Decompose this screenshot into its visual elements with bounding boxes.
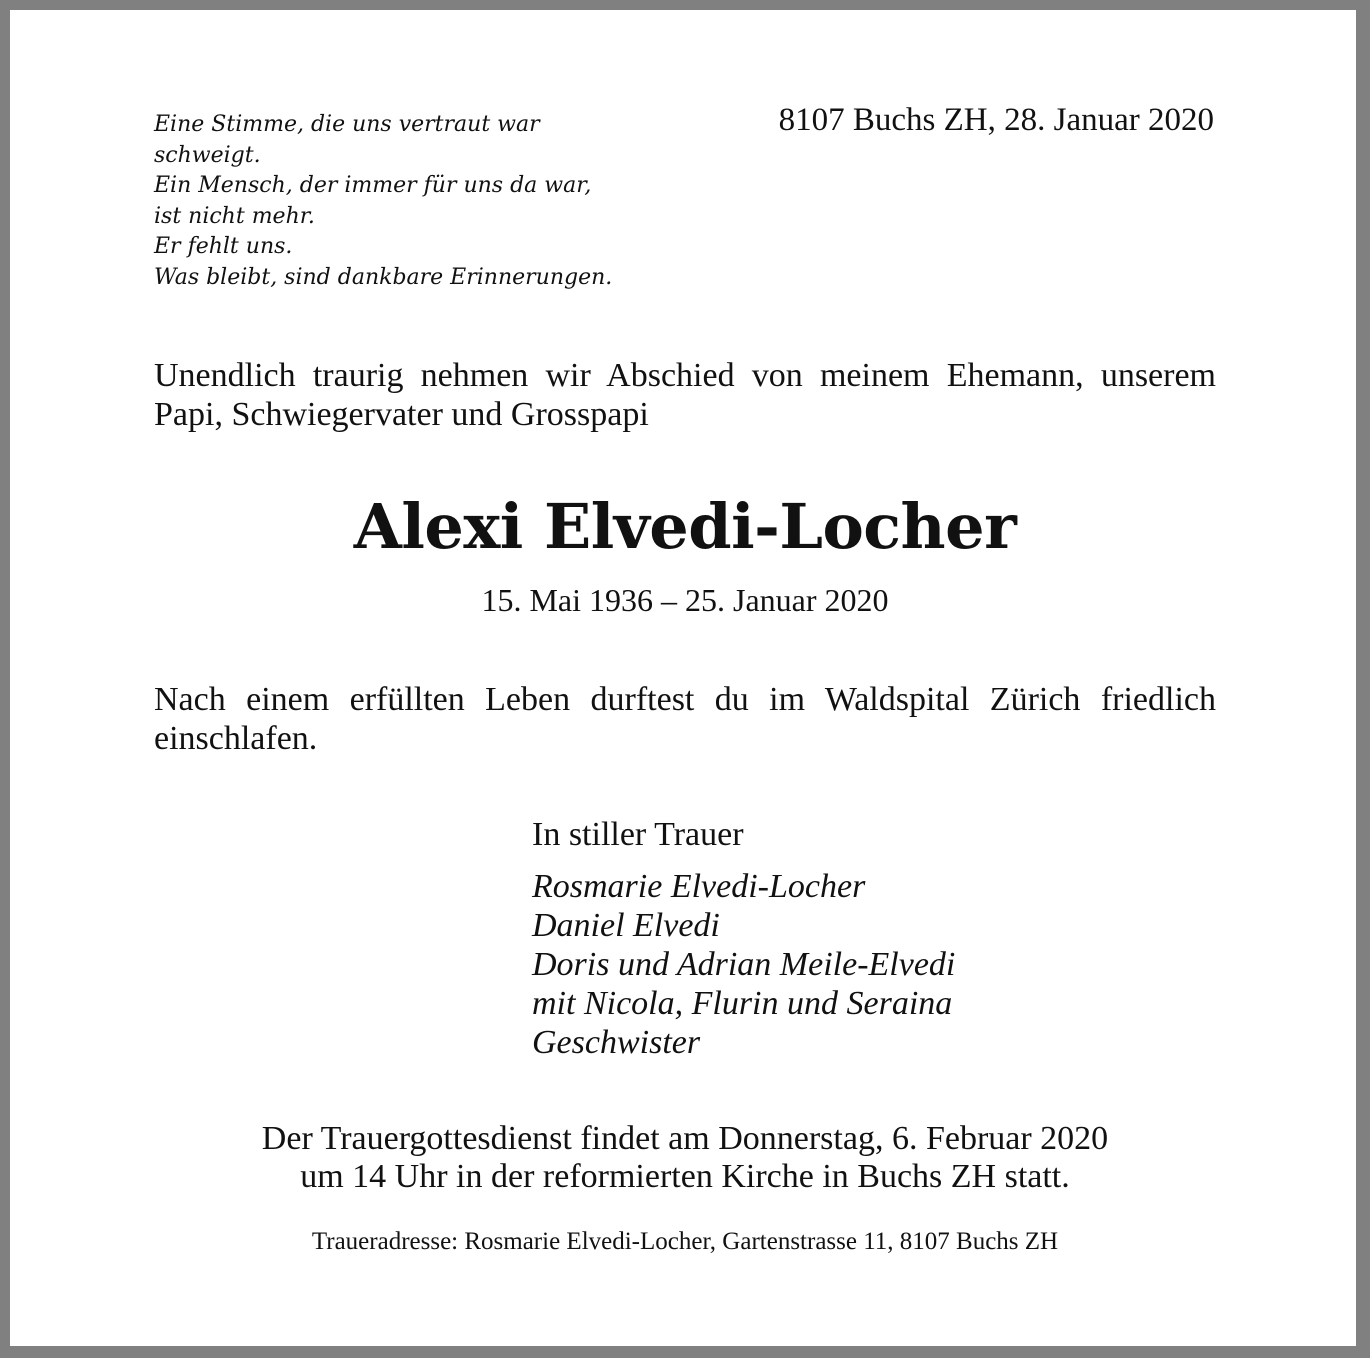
mourner-name: Geschwister <box>532 1024 701 1061</box>
mourner-name: mit Nicola, Flurin und Seraina <box>532 985 953 1022</box>
service-announcement <box>10 1120 1360 1196</box>
service-line: Der Trauergottesdienst findet am Donnerstag, 6. Februar 2020 <box>261 1120 1109 1157</box>
poem-line: Ein Mensch, der immer für uns da war, <box>154 173 592 198</box>
place-date: 8107 Buchs ZH, 28. Januar 2020 <box>778 102 1214 138</box>
life-dates: 15. Mai 1936 – 25. Januar 2020 <box>481 582 889 618</box>
poem-line: Was bleibt, sind dankbare Erinnerungen. <box>154 264 613 290</box>
intro-text: Unendlich traurig nehmen wir Abschied von meinem Ehemann, unserem Papi, Schwiegervater und Grosspapi <box>154 357 1216 433</box>
mourners-list <box>532 867 955 1062</box>
poem-line: schweigt. <box>154 142 261 168</box>
mourner-name: Doris und Adrian Meile-Elvedi <box>532 946 956 983</box>
service-line: um 14 Uhr in der reformierten Kirche in Buchs ZH statt. <box>300 1158 1070 1195</box>
poem-line: Er fehlt uns. <box>154 234 293 259</box>
poem-line: ist nicht mehr. <box>154 203 315 229</box>
deceased-name: Alexi Elvedi-Locher <box>353 490 1017 563</box>
obituary-page <box>10 10 1356 1346</box>
mourning-address: Traueradresse: Rosmarie Elvedi-Locher, Gartenstrasse 11, 8107 Buchs ZH <box>311 1228 1059 1255</box>
poem <box>154 110 694 293</box>
mourner-name: Rosmarie Elvedi-Locher <box>532 868 866 905</box>
poem-line: Eine Stimme, die uns vertraut war <box>154 112 540 137</box>
mourning-heading: In stiller Trauer <box>532 816 744 853</box>
passing-text: Nach einem erfüllten Leben durftest du im Waldspital Zürich friedlich einschlafen. <box>154 681 1216 757</box>
mourner-name: Daniel Elvedi <box>532 907 720 944</box>
